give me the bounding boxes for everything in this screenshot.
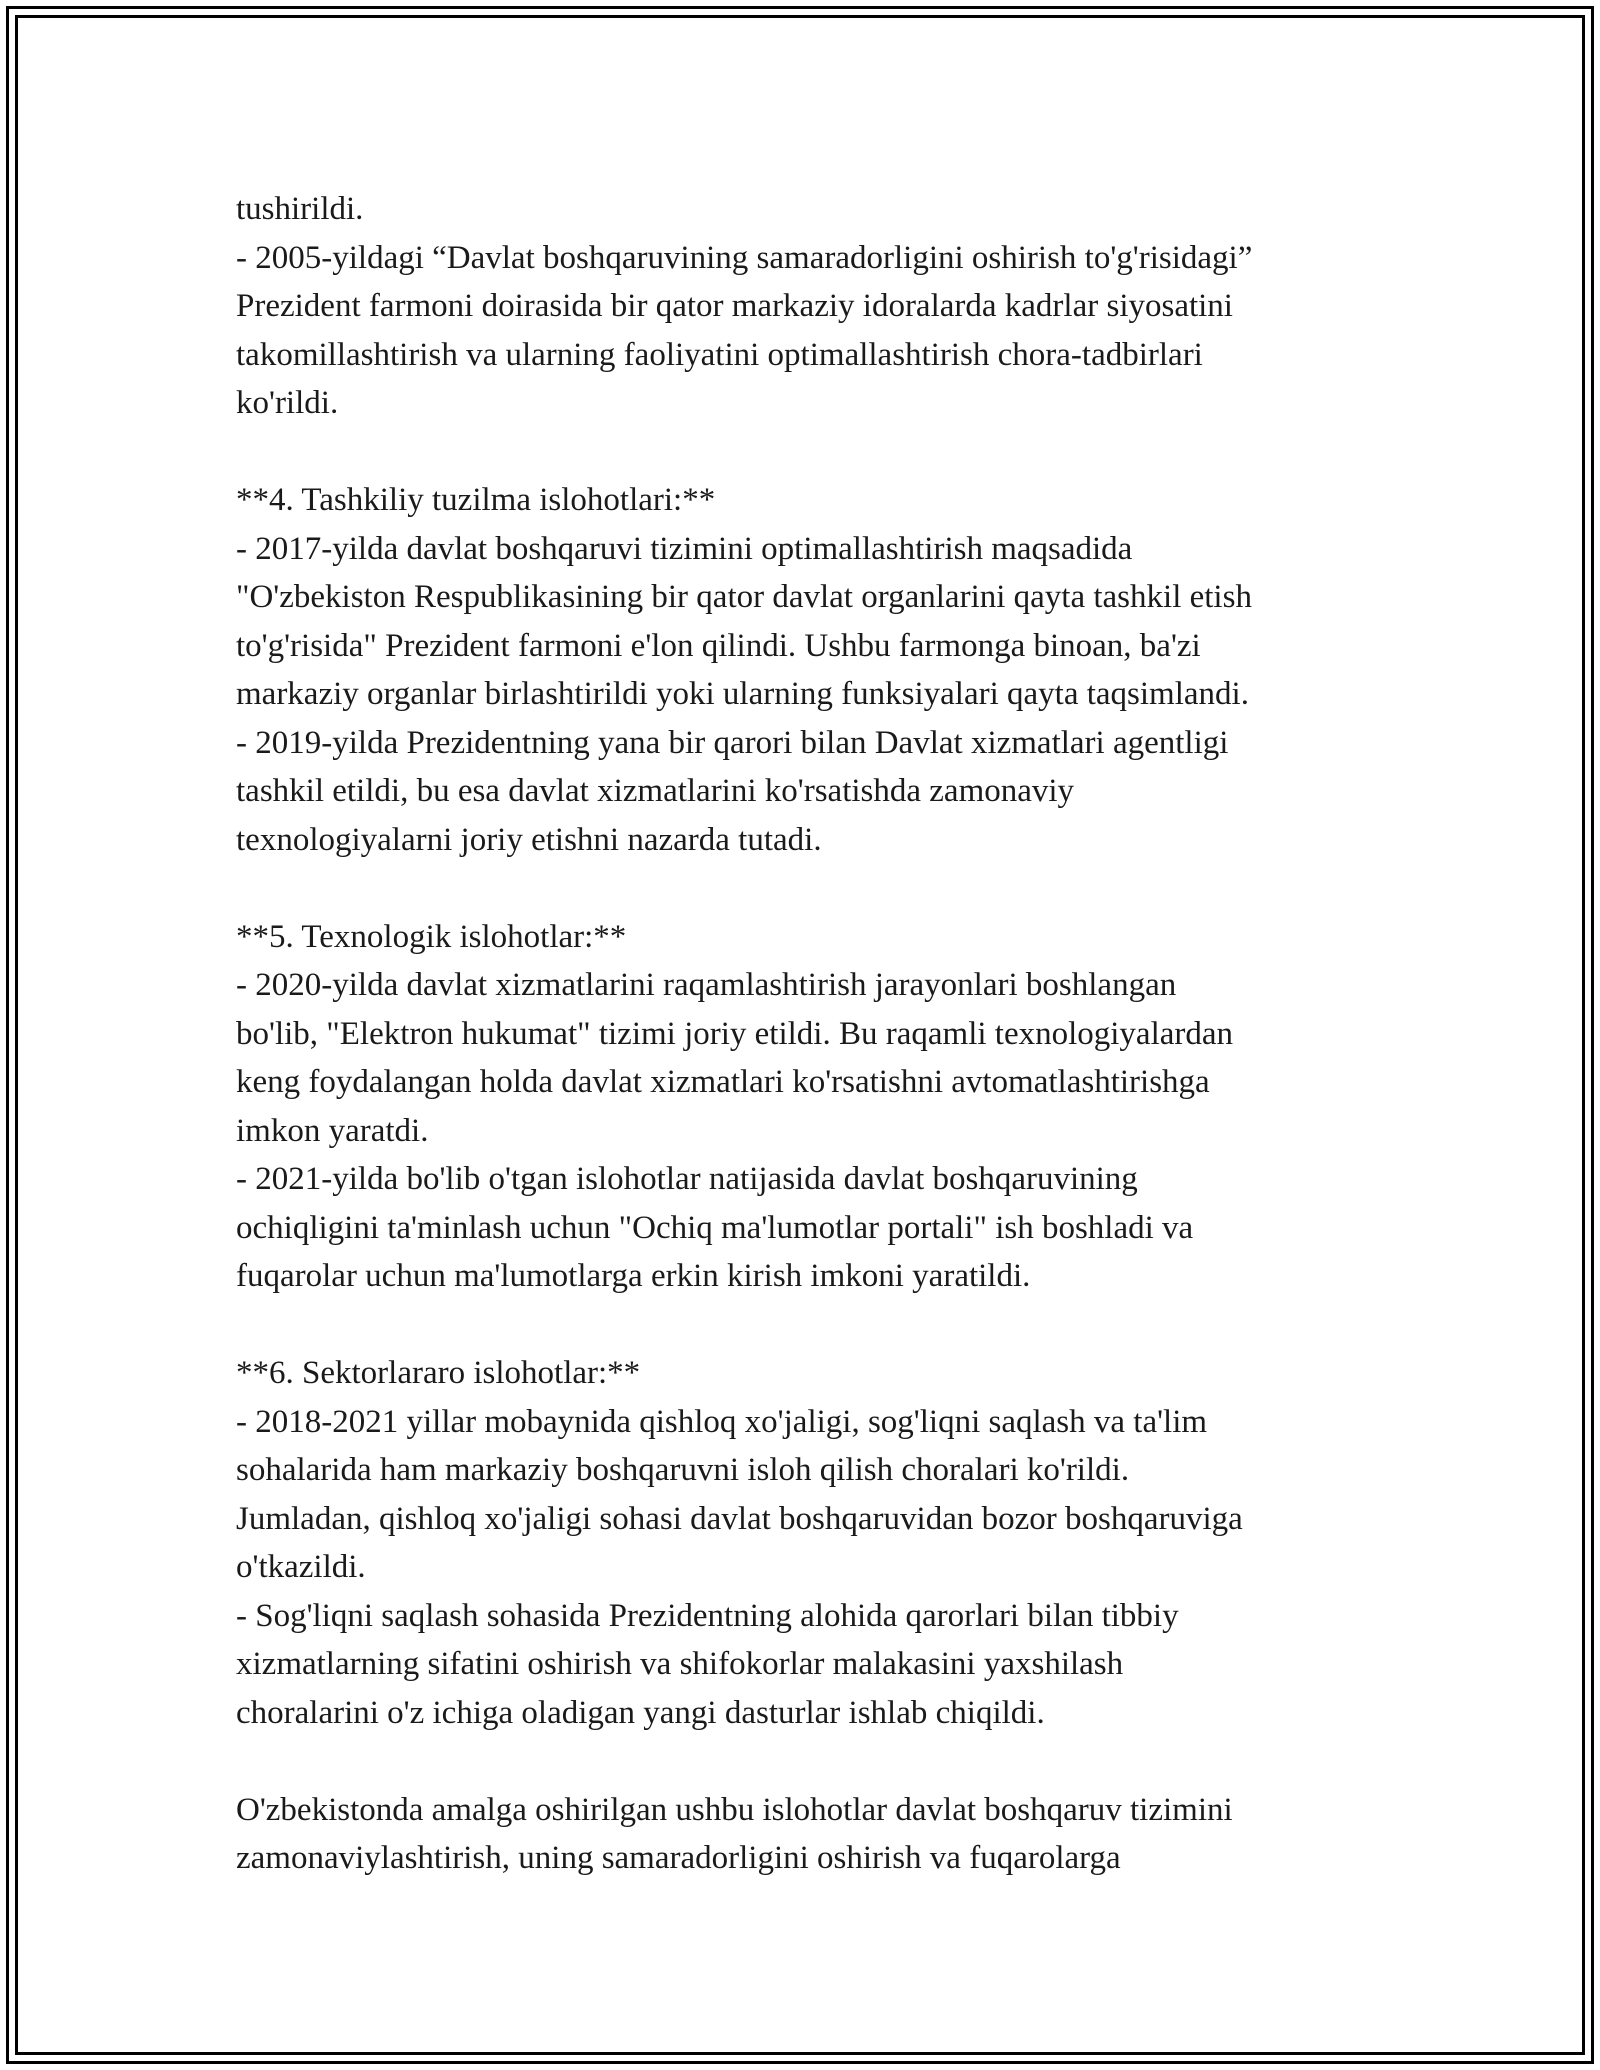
text-line: - 2021-yilda bo'lib o'tgan islohotlar natijasida davlat boshqaruvining: [236, 1161, 1138, 1197]
paragraph-gap: [236, 864, 1416, 913]
paragraph-gap: [236, 1737, 1416, 1786]
document-body: [236, 185, 1416, 1883]
text-line: bo'lib, "Elektron hukumat" tizimi joriy etildi. Bu raqamli texnologiyalardan: [236, 1015, 1234, 1052]
section-heading: **4. Tashkiliy tuzilma islohotlari:**: [236, 482, 716, 518]
text-line: choralarini o'z ichiga oladigan yangi dasturlar ishlab chiqildi.: [236, 1694, 1045, 1731]
section-heading: **5. Texnologik islohotlar:**: [236, 918, 627, 955]
paragraph-gap: [236, 428, 1416, 477]
text-line: sohalarida ham markaziy boshqaruvni isloh qilish choralari ko'rildi.: [236, 1452, 1130, 1488]
text-line: texnologiyalarni joriy etishni nazarda tutadi.: [236, 821, 822, 858]
text-line: - 2020-yilda davlat xizmatlarini raqamlashtirish jarayonlari boshlangan: [236, 967, 1177, 1003]
text-line: - 2005-yildagi “Davlat boshqaruvining samaradorligini oshirish to'g'risidagi”: [236, 239, 1253, 276]
text-line: zamonaviylashtirish, uning samaradorligini oshirish va fuqarolarga: [236, 1840, 1121, 1876]
text-line: - Sog'liqni saqlash sohasida Prezidentning alohida qarorlari bilan tibbiy: [236, 1597, 1179, 1634]
text-line: Jumladan, qishloq xo'jaligi sohasi davlat boshqaruvidan bozor boshqaruviga: [236, 1500, 1243, 1537]
paragraph-gap: [236, 1301, 1416, 1350]
text-line: to'g'risida" Prezident farmoni e'lon qilindi. Ushbu farmonga binoan, ba'zi: [236, 627, 1201, 664]
text-line: Prezident farmoni doirasida bir qator markaziy idoralarda kadrlar siyosatini: [236, 288, 1233, 324]
text-line: ko'rildi.: [236, 385, 339, 421]
text-line: fuqarolar uchun ma'lumotlarga erkin kirish imkoni yaratildi.: [236, 1258, 1031, 1294]
text-line: ochiqligini ta'minlash uchun "Ochiq ma'lumotlar portali" ish boshladi va: [236, 1209, 1194, 1246]
text-line: markaziy organlar birlashtirildi yoki ularning funksiyalari qayta taqsimlandi.: [236, 676, 1249, 712]
text-line: O'zbekistonda amalga oshirilgan ushbu islohotlar davlat boshqaruv tizimini: [236, 1791, 1233, 1828]
text-line: tushirildi.: [236, 191, 364, 227]
text-line: keng foydalangan holda davlat xizmatlari ko'rsatishni avtomatlashtirishga: [236, 1064, 1210, 1100]
text-line: imkon yaratdi.: [236, 1112, 429, 1149]
text-line: tashkil etildi, bu esa davlat xizmatlarini ko'rsatishda zamonaviy: [236, 773, 1075, 809]
text-line: - 2017-yilda davlat boshqaruvi tizimini optimallashtirish maqsadida: [236, 530, 1133, 567]
text-line: takomillashtirish va ularning faoliyatini optimallashtirish chora-tadbirlari: [236, 336, 1203, 373]
text-line: xizmatlarning sifatini oshirish va shifokorlar malakasini yaxshilash: [236, 1646, 1124, 1682]
section-heading: **6. Sektorlararo islohotlar:**: [236, 1355, 641, 1391]
text-line: "O'zbekiston Respublikasining bir qator davlat organlarini qayta tashkil etish: [236, 579, 1252, 615]
text-line: - 2019-yilda Prezidentning yana bir qarori bilan Davlat xizmatlari agentligi: [236, 724, 1229, 761]
text-line: - 2018-2021 yillar mobaynida qishloq xo'jaligi, sog'liqni saqlash va ta'lim: [236, 1403, 1208, 1440]
text-line: o'tkazildi.: [236, 1549, 366, 1585]
